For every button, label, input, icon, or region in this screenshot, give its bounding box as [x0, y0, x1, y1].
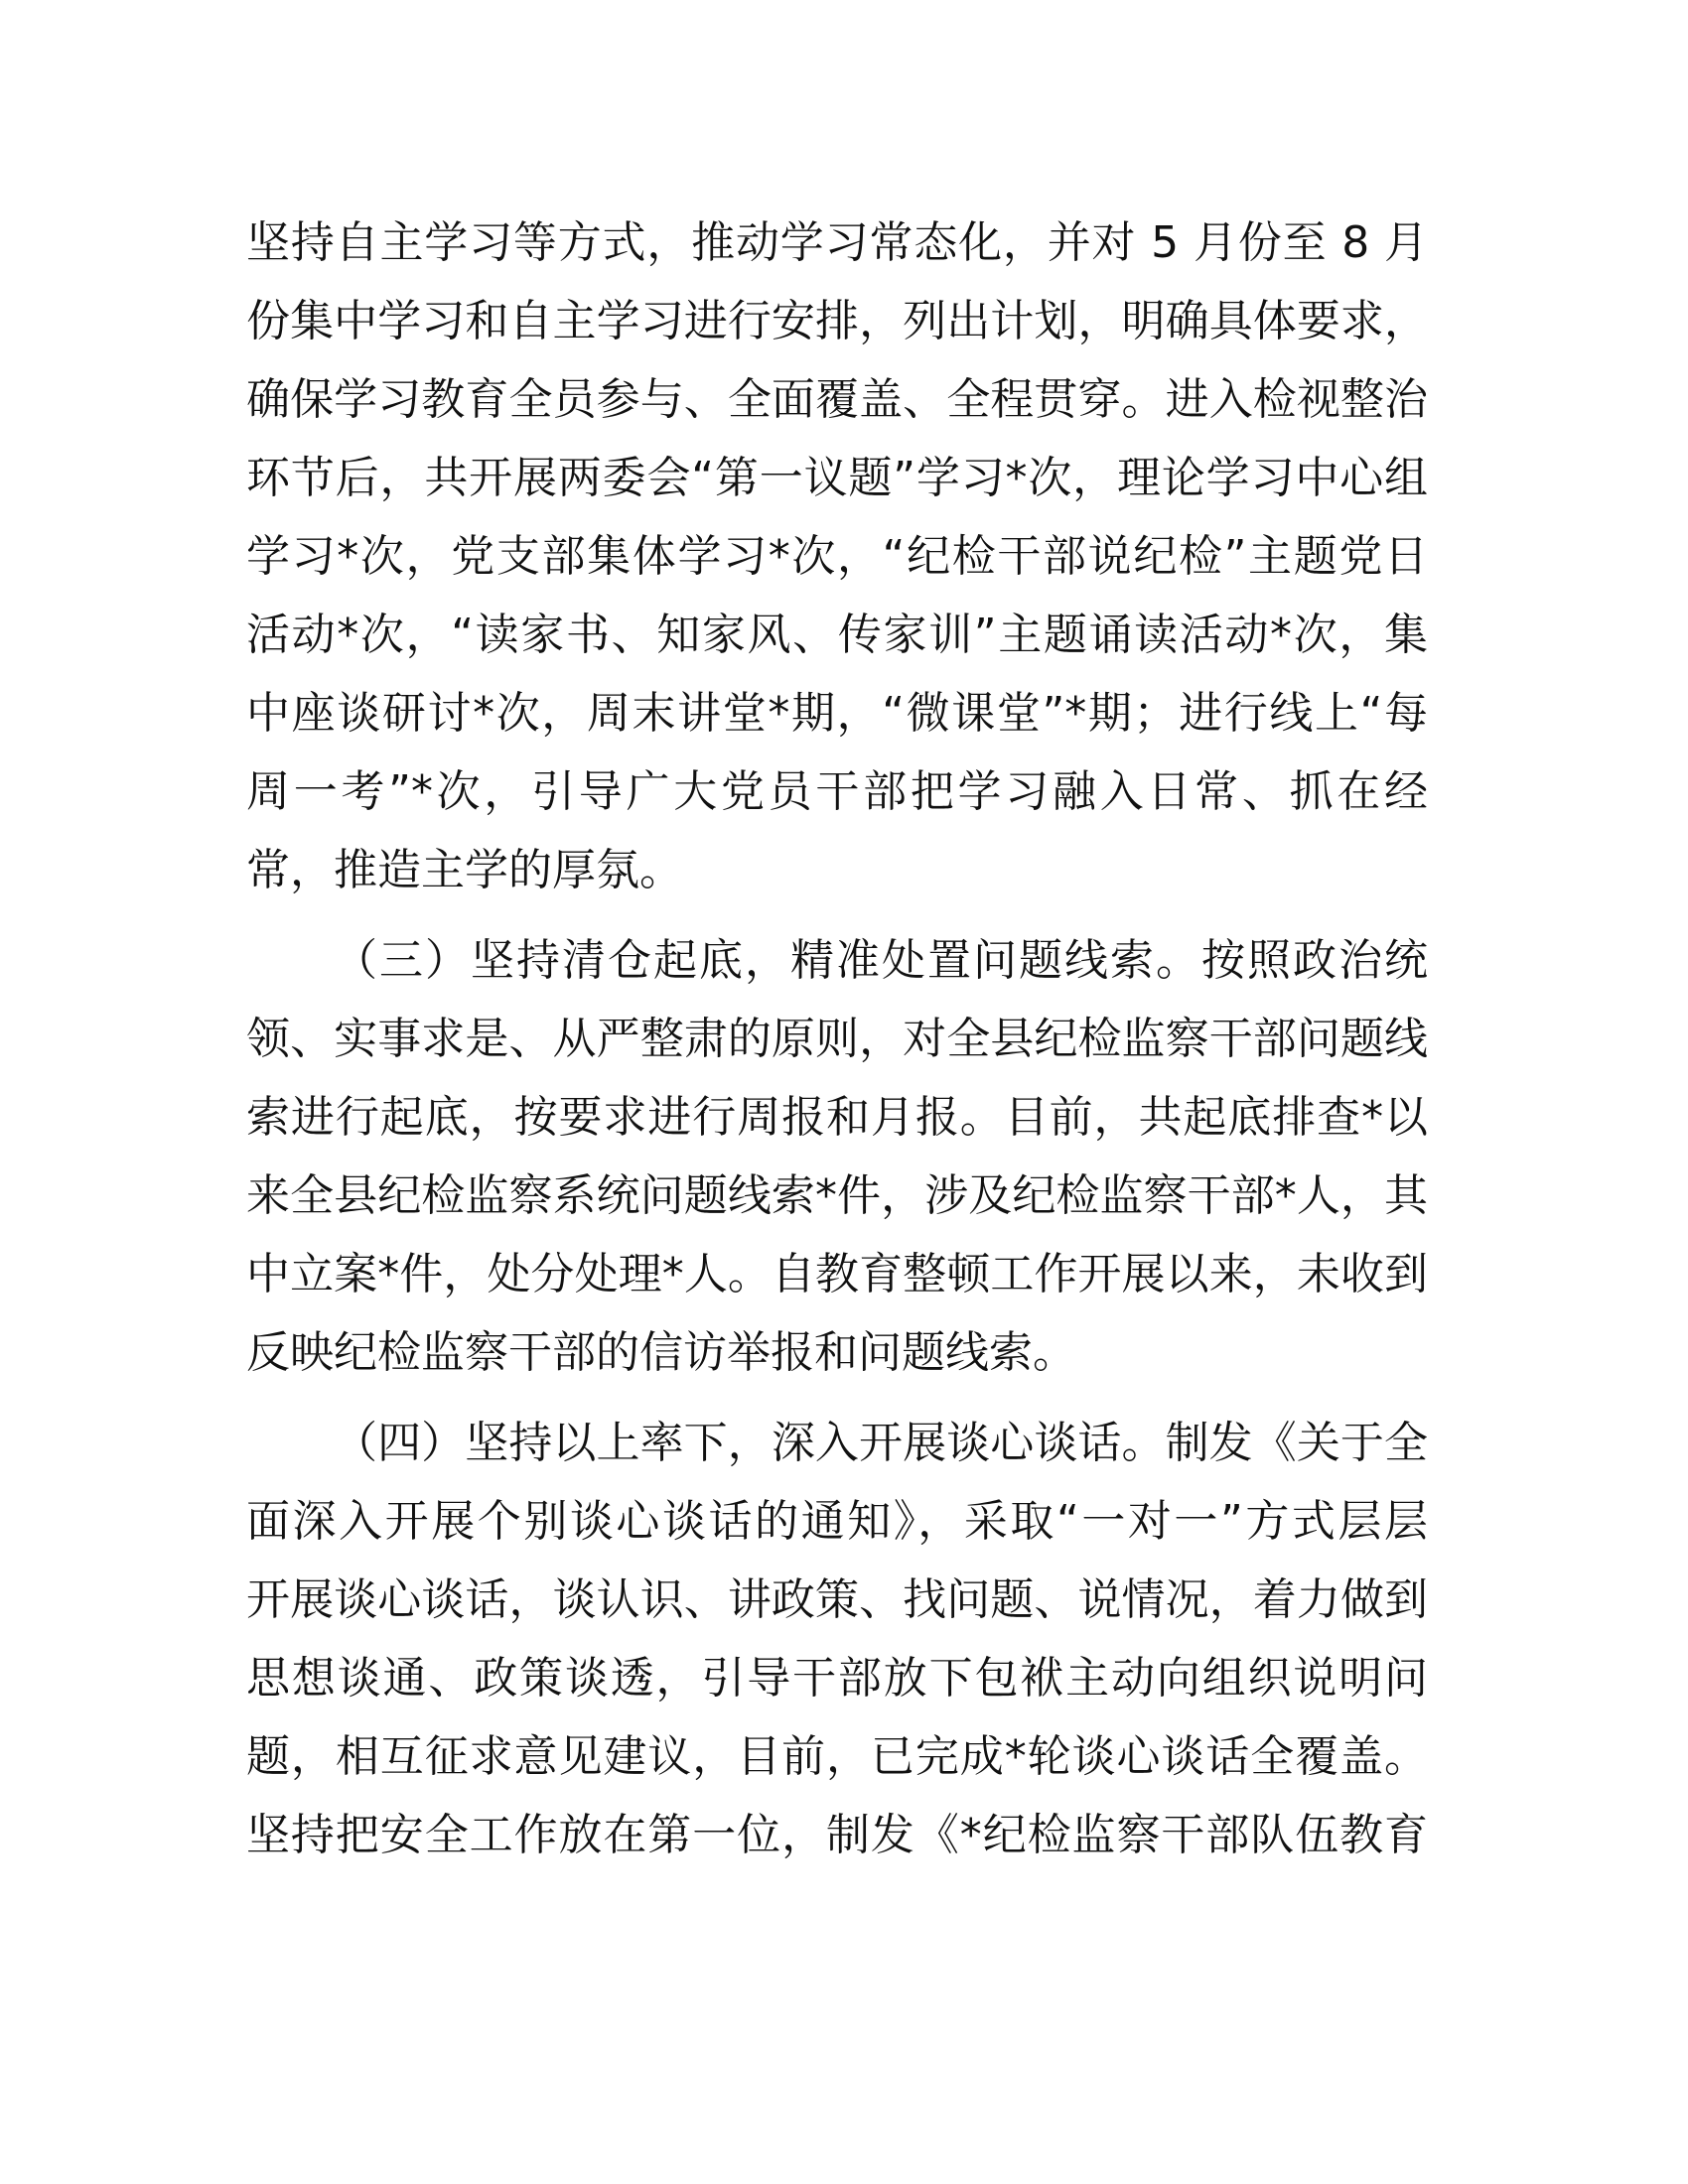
paragraph-gap	[246, 909, 1428, 921]
text-line: 坚持自主学习等方式，推动学习常态化，并对 5 月份至 8 月	[246, 217, 1428, 268]
text-line: 思想谈通、政策谈透，引导干部放下包袱主动向组织说明问	[246, 1653, 1428, 1704]
text-line: 面深入开展个别谈心谈话的通知》，采取“一对一”方式层层	[246, 1496, 1428, 1547]
text-line: 常，推造主学的厚氛。	[246, 845, 683, 895]
text-line: 中立案*件，处分处理*人。自教育整顿工作开展以来，未收到	[246, 1249, 1428, 1299]
text-line: 索进行起底，按要求进行周报和月报。目前，共起底排查*以	[246, 1092, 1428, 1143]
paragraph-gap	[246, 1392, 1428, 1404]
text-line: 领、实事求是、从严整肃的原则，对全县纪检监察干部问题线	[246, 1014, 1428, 1064]
section-heading-line: （四）坚持以上率下，深入开展谈心谈话。制发《关于全	[334, 1418, 1428, 1468]
paragraph-section-four	[246, 1404, 1428, 1874]
section-heading-line: （三）坚持清仓起底，精准处置问题线索。按照政治统	[334, 935, 1428, 986]
paragraph-study	[246, 204, 1428, 909]
text-line: 学习*次，党支部集体学习*次，“纪检干部说纪检”主题党日	[246, 531, 1428, 582]
text-line: 题，相互征求意见建议，目前，已完成*轮谈心谈话全覆盖。	[246, 1731, 1428, 1782]
text-line: 活动*次，“读家书、知家风、传家训”主题诵读活动*次，集	[246, 610, 1428, 660]
text-line: 周一考”*次，引导广大党员干部把学习融入日常、抓在经	[246, 766, 1428, 817]
document-body	[246, 204, 1428, 1874]
text-line: 份集中学习和自主学习进行安排，列出计划，明确具体要求，	[246, 296, 1428, 346]
text-line: 来全县纪检监察系统问题线索*件，涉及纪检监察干部*人，其	[246, 1170, 1428, 1221]
text-line: 反映纪检监察干部的信访举报和问题线索。	[246, 1327, 1076, 1378]
text-line: 环节后，共开展两委会“第一议题”学习*次，理论学习中心组	[246, 453, 1428, 503]
text-line: 开展谈心谈话，谈认识、讲政策、找问题、说情况，着力做到	[246, 1574, 1428, 1625]
text-line: 坚持把安全工作放在第一位，制发《*纪检监察干部队伍教育	[246, 1810, 1428, 1860]
text-line: 中座谈研讨*次，周末讲堂*期，“微课堂”*期；进行线上“每	[246, 688, 1428, 739]
paragraph-section-three	[246, 921, 1428, 1392]
text-line: 确保学习教育全员参与、全面覆盖、全程贯穿。进入检视整治	[246, 374, 1428, 425]
